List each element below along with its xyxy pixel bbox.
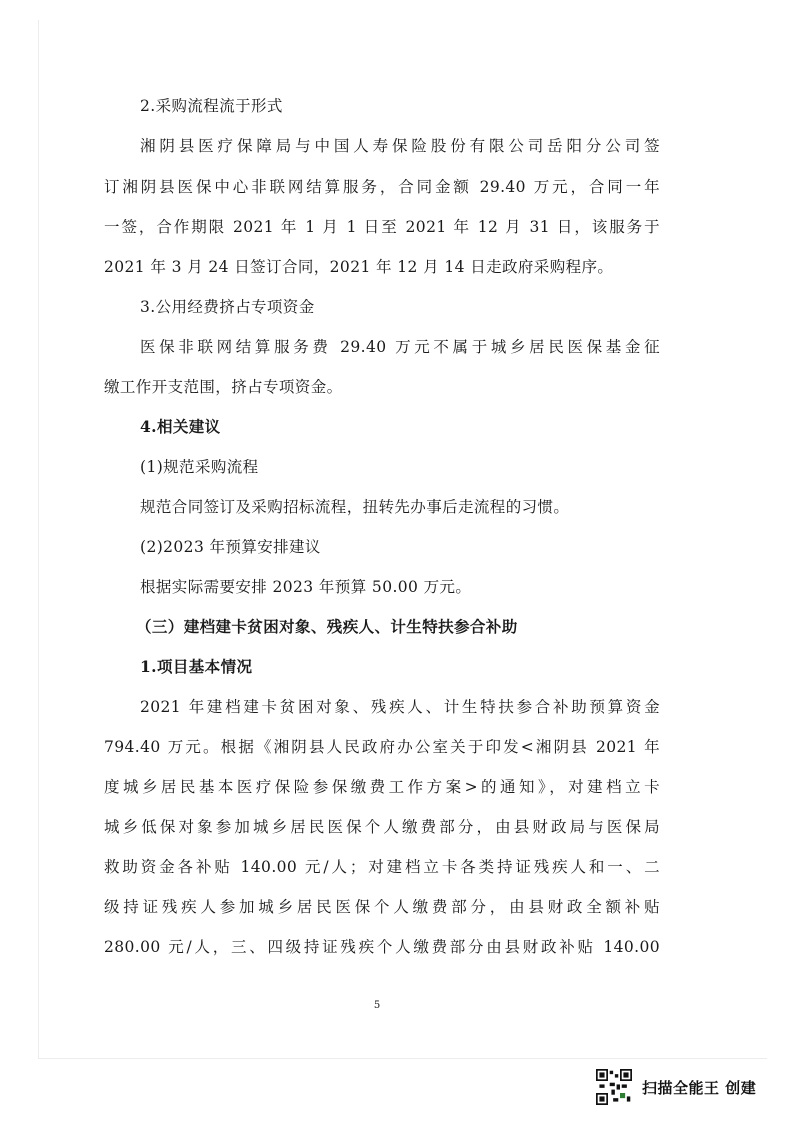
paragraph-line: 城乡低保对象参加城乡居民医保个人缴费部分，由县财政局与医保局	[104, 818, 660, 836]
heading-public-funds: 3.公用经费挤占专项资金	[140, 298, 315, 316]
heading-recommendations: 4.相关建议	[140, 417, 221, 436]
paragraph-line: 规范合同签订及采购招标流程，扭转先办事后走流程的习惯。	[140, 498, 570, 516]
paragraph-line: 缴工作开支范围，挤占专项资金。	[104, 378, 343, 396]
paragraph-line: 2021 年 3 月 24 日签订合同，2021 年 12 月 14 日走政府采购程序。	[104, 258, 614, 276]
paragraph-line: 级持证残疾人参加城乡居民医保个人缴费部分，由县财政全额补贴	[104, 898, 660, 916]
subheading-standardize-procurement: (1)规范采购流程	[140, 458, 259, 476]
subheading-budget-2023: (2)2023 年预算安排建议	[140, 538, 321, 556]
watermark-text: 扫描全能王 创建	[642, 1078, 757, 1097]
heading-project-basics: 1.项目基本情况	[140, 657, 253, 676]
paragraph-line: 订湘阴县医保中心非联网结算服务，合同金额 29.40 万元，合同一年	[104, 178, 660, 196]
scanner-watermark	[596, 1067, 756, 1107]
paragraph-line: 救助资金各补贴 140.00 元/人；对建档立卡各类持证残疾人和一、二	[104, 858, 660, 876]
paragraph-line: 一签，合作期限 2021 年 1 月 1 日至 2021 年 12 月 31 日，该服务于	[104, 218, 660, 236]
paragraph-line: 794.40 万元。根据《湘阴县人民政府办公室关于印发<湘阴县 2021 年	[104, 738, 660, 756]
paragraph-line: 2021 年建档建卡贫困对象、残疾人、计生特扶参合补助预算资金	[140, 698, 660, 716]
paragraph-line: 度城乡居民基本医疗保险参保缴费工作方案>的通知》，对建档立卡	[104, 778, 660, 796]
qr-code-icon	[596, 1069, 632, 1105]
paragraph-line: 医保非联网结算服务费 29.40 万元不属于城乡居民医保基金征	[140, 338, 660, 356]
paragraph-line: 湘阴县医疗保障局与中国人寿保险股份有限公司岳阳分公司签	[140, 137, 660, 155]
heading-procurement-process: 2.采购流程流于形式	[140, 97, 283, 115]
section-heading-subsidy: （三）建档建卡贫困对象、残疾人、计生特扶参合补助	[136, 617, 518, 636]
paragraph-line: 280.00 元/人，三、四级持证残疾个人缴费部分由县财政补贴 140.00	[104, 938, 660, 956]
paragraph-line: 根据实际需要安排 2023 年预算 50.00 万元。	[140, 578, 472, 596]
page-number: 5	[373, 1000, 381, 1011]
